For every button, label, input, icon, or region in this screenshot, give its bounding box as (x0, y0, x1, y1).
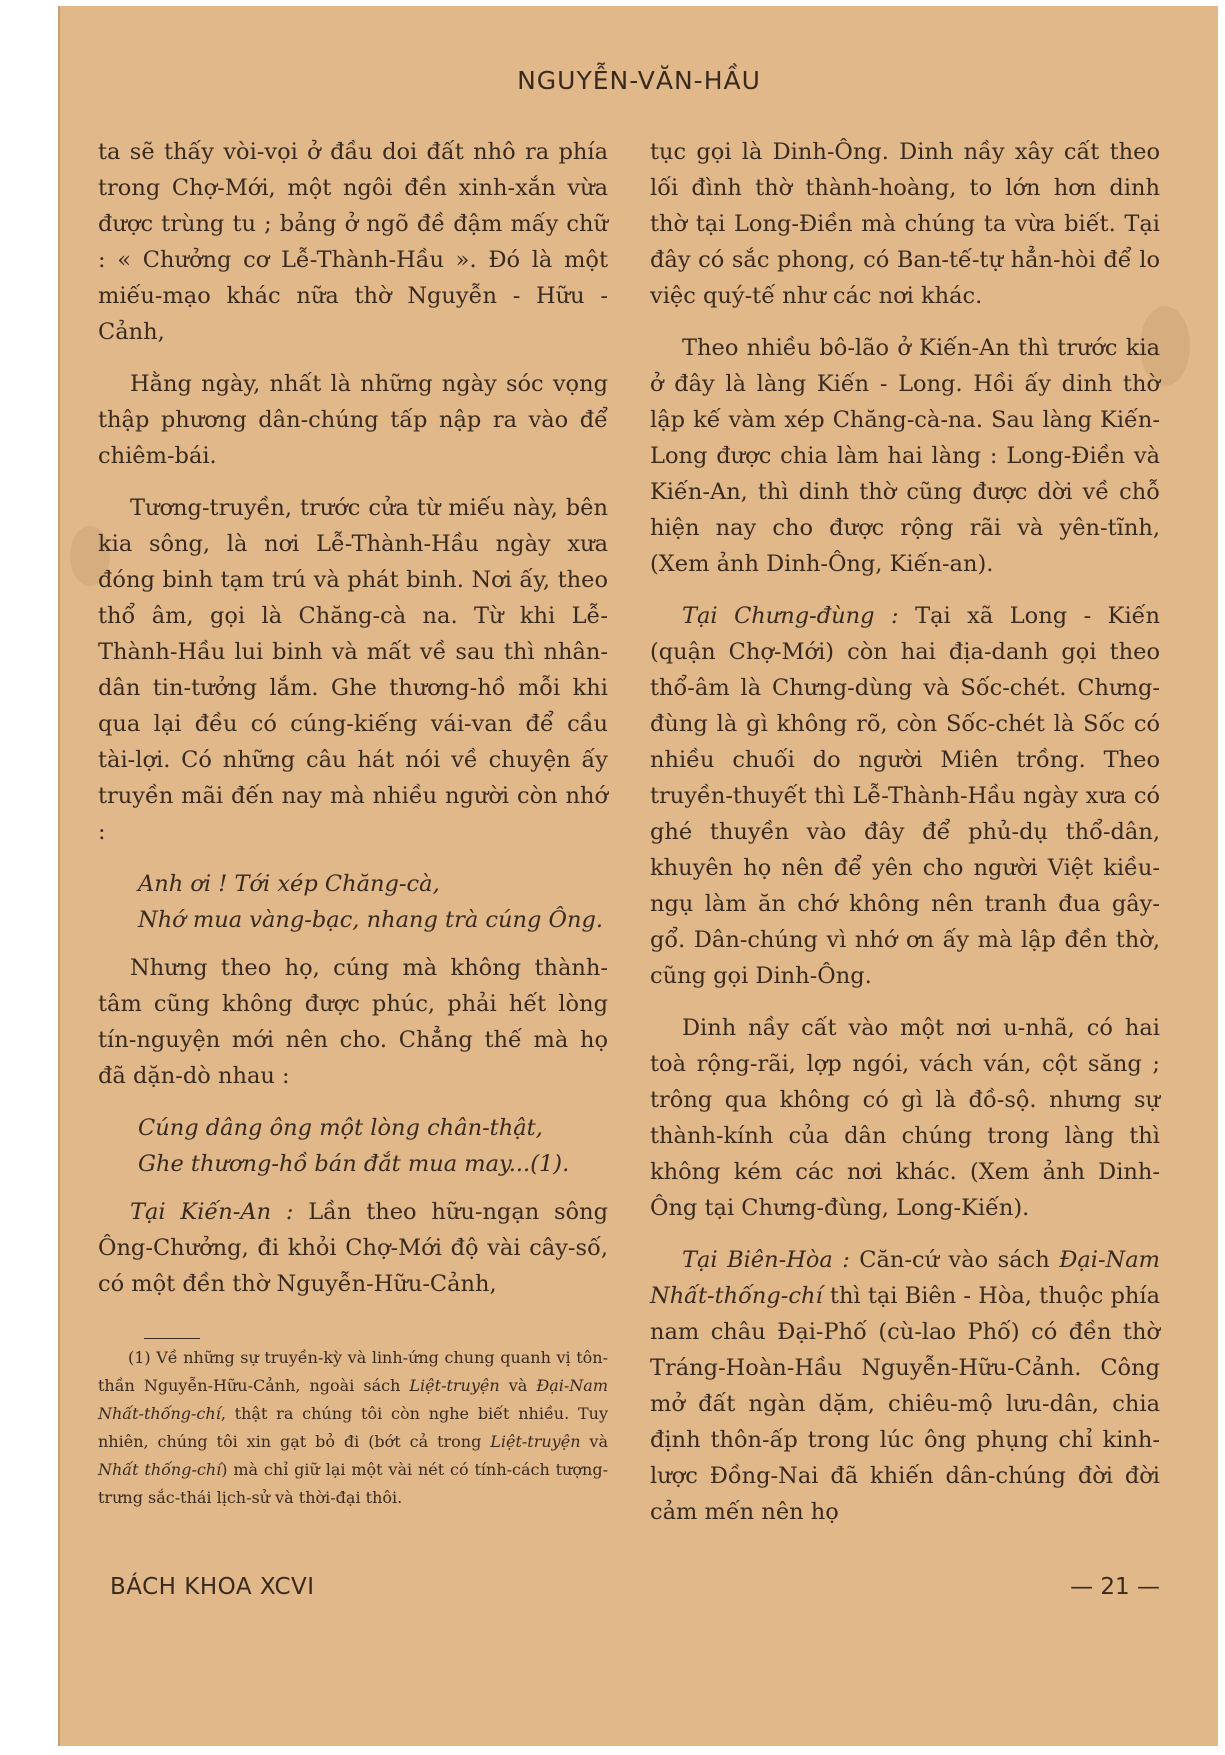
verse-line: Anh ơi ! Tới xép Chăng-cà, (138, 871, 440, 897)
section-lead: Tại Biên-Hòa : (682, 1247, 850, 1273)
paragraph: Dinh nầy cất vào một nơi u-nhã, có hai toà rộng-rãi, lợp ngói, vách ván, cột săng ; trông qua không có gì là đồ-sộ. nhưng sự thành-kính của dân chúng trong làng thì không kém các nơi khác. (Xem ảnh Dinh-Ông tại Chưng-đùng, Long-Kiến). (650, 1015, 1160, 1221)
paragraph: Tương-truyền, trước cửa từ miếu này, bên kia sông, là nơi Lễ-Thành-Hầu ngày xưa đóng binh tạm trú và phát binh. Nơi ấy, theo thổ âm, gọi là Chăng-cà na. Từ khi Lễ-Thành-Hầu lui binh và mất về sau thì nhân-dân tin-tưởng lắm. Ghe thương-hồ mỗi khi qua lại đều có cúng-kiếng vái-van để cầu tài-lợi. Có những câu hát nói về chuyện ấy truyền mãi đến nay mà nhiều người còn nhớ : (98, 495, 608, 845)
right-column (650, 134, 1160, 1546)
footnote-divider (144, 1338, 200, 1339)
paragraph-text: thì tại Biên - Hòa, thuộc phía nam châu Đại-Phố (cù-lao Phố) có đền thờ Tráng-Hoàn-Hầu Nguyễn-Hữu-Cảnh. Công mở đất ngàn dặm, chiêu-mộ lưu-dân, chia định thôn-ấp trong lúc ông phụng chỉ kinh-lược Đồng-Nai đã khiến dân-chúng đời đời cảm mến nên họ (650, 1283, 1160, 1525)
book-title: Liệt-truyện (409, 1376, 500, 1395)
left-column (98, 134, 608, 1318)
book-title: Đại-Nam Nhất-thống-chí (650, 1247, 1160, 1309)
footnote-text: và (580, 1432, 608, 1451)
paragraph: Hằng ngày, nhất là những ngày sóc vọng thập phương dân-chúng tấp nập ra vào để chiêm-bái. (98, 371, 608, 469)
verse-line: Nhớ mua vàng-bạc, nhang trà cúng Ông. (138, 907, 604, 933)
footnote-text: (1) Về những sự truyền-kỳ và linh-ứng chung quanh vị tôn-thần Nguyễn-Hữu-Cảnh, ngoài sách (98, 1348, 608, 1395)
page-header-author: NGUYỄN-VĂN-HẦU (517, 66, 761, 95)
verse-line: Cúng dâng ông một lòng chân-thật, (138, 1115, 543, 1141)
section-lead: Tại Chưng-đùng : (682, 603, 899, 629)
paragraph-text: Tại xã Long - Kiến (quận Chợ-Mới) còn hai địa-danh gọi theo thổ-âm là Chưng-dùng và Sốc-chét. Chưng-đùng là gì không rõ, còn Sốc-chét là Sốc có nhiều chuối do người Miên trồng. Theo truyền-thuyết thì Lễ-Thành-Hầu ngày xưa có ghé thuyền vào đây để phủ-dụ thổ-dân, khuyên họ nên để yên cho người Việt kiều-ngụ làm ăn chớ không nên tranh đua gây-gổ. Dân-chúng vì nhớ ơn ấy mà lập đền thờ, cũng gọi Dinh-Ông. (650, 603, 1160, 989)
magazine-page (58, 6, 1218, 1746)
paragraph (650, 598, 1160, 994)
paragraph: ta sẽ thấy vòi-vọi ở đầu doi đất nhô ra phía trong Chợ-Mới, một ngôi đền xinh-xắn vừa được trùng tu ; bảng ở ngõ đề đậm mấy chữ : « Chưởng cơ Lễ-Thành-Hầu ». Đó là một miếu-mạo khác nữa thờ Nguyễn - Hữu - Cảnh, (98, 139, 608, 345)
paragraph: tục gọi là Dinh-Ông. Dinh nầy xây cất theo lối đình thờ thành-hoàng, to lớn hơn dinh thờ tại Long-Điền mà chúng ta vừa biết. Tại đây có sắc phong, có Ban-tế-tự hẳn-hòi để lo việc quý-tế như các nơi khác. (650, 139, 1160, 309)
book-title: Đại-Nam Nhất-thống-chí (98, 1376, 609, 1423)
paragraph-text: Lần theo hữu-ngạn sông Ông-Chưởng, đi khỏi Chợ-Mới độ vài cây-số, có một đền thờ Nguyễn-Hữu-Cảnh, (98, 1199, 609, 1297)
section-lead: Tại Kiến-An : (130, 1199, 294, 1225)
book-title: Nhất thống-chí (98, 1460, 222, 1479)
paragraph (98, 1194, 608, 1302)
paragraph-text: Căn-cứ vào sách (849, 1247, 1060, 1273)
paragraph: Theo nhiều bô-lão ở Kiến-An thì trước kia ở đây là làng Kiến - Long. Hồi ấy dinh thờ lập kế vàm xép Chăng-cà-na. Sau làng Kiến-Long được chia làm hai làng : Long-Điền và Kiến-An, thì dinh thờ cũng được dời về chỗ hiện nay cho được rộng rãi và yên-tĩnh, (Xem ảnh Dinh-Ông, Kiến-an). (650, 335, 1160, 577)
magazine-name: BÁCH KHOA XCVI (110, 1574, 315, 1600)
footnote (98, 1344, 608, 1512)
footnote-text: , thật ra chúng tôi còn nghe biết nhiều. Tuy nhiên, chúng tôi xin gạt bỏ đi (bớt cả trong (98, 1404, 608, 1451)
verse-line: Ghe thương-hồ bán đắt mua may...(1). (138, 1151, 570, 1177)
page-number: — 21 — (1070, 1574, 1160, 1600)
footnote-text: ) mà chỉ giữ lại một vài nét có tính-cách tượng-trưng sắc-thái lịch-sử và thời-đại thôi. (98, 1460, 609, 1507)
paragraph (650, 1242, 1160, 1530)
paragraph: Nhưng theo họ, cúng mà không thành-tâm cũng không được phúc, phải hết lòng tín-nguyện mới nên cho. Chẳng thế mà họ đã dặn-dò nhau : (98, 955, 608, 1089)
footnote-text: và (499, 1376, 537, 1395)
book-title: Liệt-truyện (490, 1432, 581, 1451)
